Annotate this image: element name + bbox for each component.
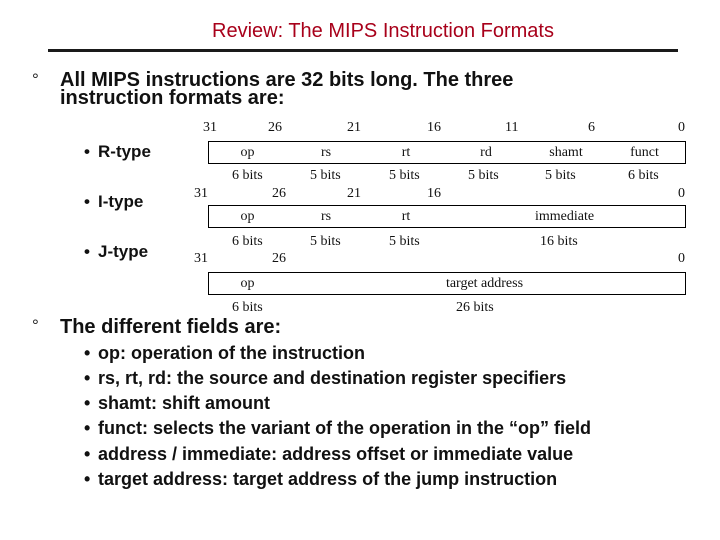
itype-width-rs: 5 bits [310, 234, 341, 249]
itype-bit-26: 26 [272, 186, 286, 201]
title-divider [48, 49, 678, 52]
rtype-field-rs: rs [320, 144, 332, 160]
itype-bit-16: 16 [427, 186, 441, 201]
itype-width-immediate: 16 bits [540, 234, 578, 249]
desc-op: op: operation of the instruction [98, 343, 365, 363]
desc-bullet: • [84, 444, 91, 464]
fields-heading-marker: ° [32, 316, 39, 335]
itype-width-op: 6 bits [232, 234, 263, 249]
jtype-bit-0: 0 [678, 251, 685, 266]
itype-label: I-type [98, 192, 144, 211]
itype-width-rt: 5 bits [389, 234, 420, 249]
rtype-format-box [208, 141, 686, 164]
intro-line-2: instruction formats are: [60, 87, 285, 109]
jtype-width-target: 26 bits [456, 300, 494, 315]
itype-bit-31: 31 [194, 186, 208, 201]
rtype-field-funct: funct [630, 144, 659, 160]
jtype-format-box [208, 272, 686, 295]
rtype-bit-0: 0 [678, 120, 685, 135]
itype-field-rt: rt [401, 208, 411, 224]
itype-bit-21: 21 [347, 186, 361, 201]
rtype-bit-21: 21 [347, 120, 361, 135]
desc-bullet: • [84, 469, 91, 489]
desc-bullet: • [84, 343, 91, 363]
rtype-bit-26: 26 [268, 120, 282, 135]
desc-registers: rs, rt, rd: the source and destination register specifiers [98, 368, 567, 388]
rtype-field-shamt: shamt [549, 144, 583, 160]
intro-line-1: All MIPS instructions are 32 bits long. The three [60, 69, 514, 91]
jtype-bit-26: 26 [272, 251, 286, 266]
rtype-bit-16: 16 [427, 120, 441, 135]
desc-bullet: • [84, 393, 91, 413]
rtype-bit-31: 31 [203, 120, 217, 135]
rtype-width-rs: 5 bits [310, 168, 341, 183]
jtype-label: J-type [98, 242, 149, 261]
fields-heading: The different fields are: [60, 316, 282, 338]
rtype-field-rd: rd [480, 144, 492, 160]
rtype-bit-11: 11 [505, 120, 519, 135]
rtype-field-op: op [240, 144, 255, 160]
jtype-bullet: • [84, 242, 90, 261]
jtype-bit-31: 31 [194, 251, 208, 266]
itype-bullet: • [84, 192, 90, 211]
desc-shamt: shamt: shift amount [98, 393, 271, 413]
itype-format-box [208, 205, 686, 228]
rtype-width-rt: 5 bits [389, 168, 420, 183]
desc-funct: funct: selects the variant of the operation in the “op” field [98, 418, 592, 438]
rtype-field-rt: rt [401, 144, 411, 160]
desc-bullet: • [84, 368, 91, 388]
jtype-field-target-address: target address [445, 275, 524, 291]
rtype-bullet: • [84, 142, 90, 161]
itype-field-op: op [240, 208, 255, 224]
itype-field-immediate: immediate [534, 208, 595, 224]
itype-field-rs: rs [320, 208, 332, 224]
jtype-width-op: 6 bits [232, 300, 263, 315]
desc-target: target address: target address of the jump instruction [98, 469, 558, 489]
intro-marker: ° [32, 70, 39, 89]
itype-bit-0: 0 [678, 186, 685, 201]
rtype-width-shamt: 5 bits [545, 168, 576, 183]
jtype-field-op: op [240, 275, 255, 291]
rtype-width-funct: 6 bits [628, 168, 659, 183]
rtype-width-rd: 5 bits [468, 168, 499, 183]
rtype-bit-6: 6 [588, 120, 595, 135]
rtype-width-op: 6 bits [232, 168, 263, 183]
rtype-label: R-type [98, 142, 151, 161]
desc-address: address / immediate: address offset or immediate value [98, 444, 574, 464]
desc-bullet: • [84, 418, 91, 438]
page-title: Review: The MIPS Instruction Formats [212, 20, 554, 42]
